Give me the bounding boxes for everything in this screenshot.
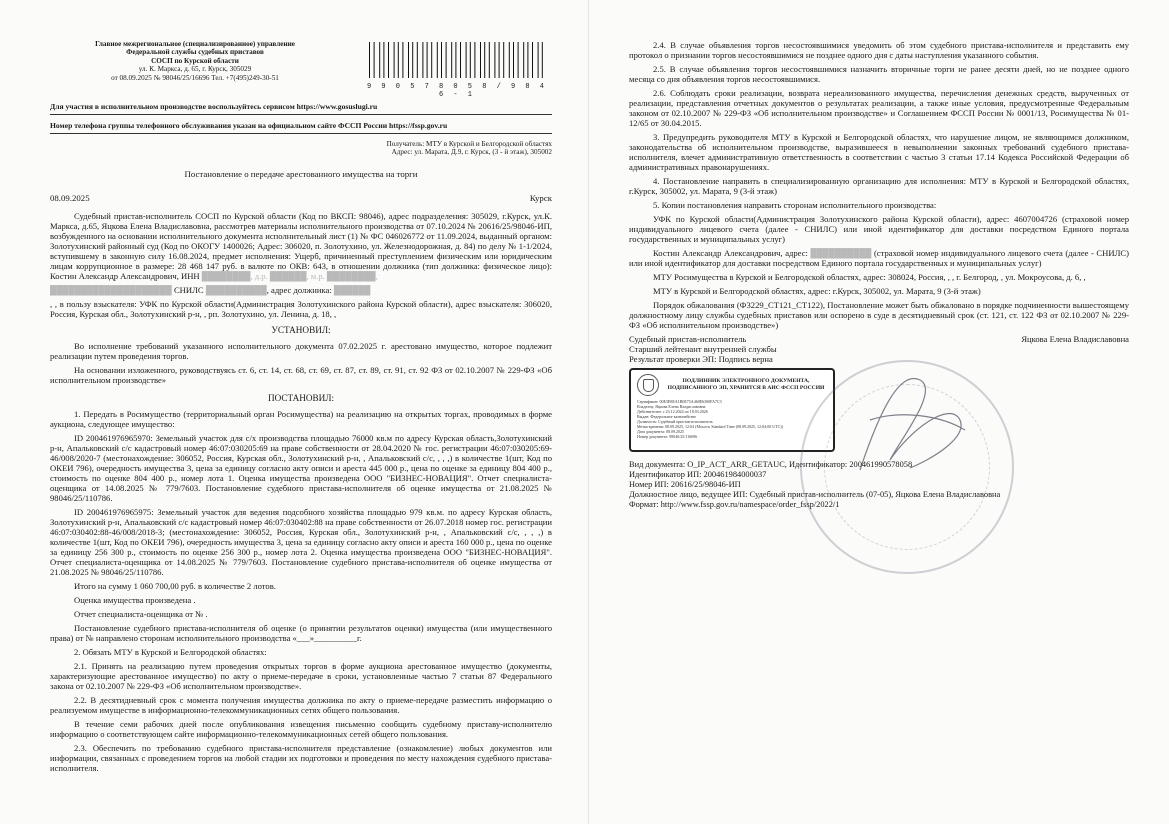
item-4: 4. Постановление направить в специализированную организацию для исполнения: МТУ в Курской и Белгородской областях, г.Курск, 305002, ул. Марата, 9 (3-й этаж) xyxy=(629,176,1129,196)
document-header xyxy=(50,40,552,99)
divider xyxy=(50,133,552,134)
report-line: Отчет специалиста-оценщика от № . xyxy=(74,608,208,619)
barcode-bar xyxy=(499,42,500,78)
legal-basis-paragraph: На основании изложенного, руководствуясь ст. 6, ст. 14, ст. 68, ст. 69, ст. 87, ст. 89, ст. 91, ст. 92 ФЗ от 02.10.2007 № 229-ФЗ «Об исполнительном производстве» xyxy=(50,364,552,385)
meta-format: Формат: http://www.fssp.gov.ru/namespace/order_fssp/2022/1 xyxy=(629,500,840,509)
meta-ip-id: Идентификатор ИП: 200461984000037 xyxy=(629,470,767,479)
barcode-bar xyxy=(489,42,490,78)
gosuslugi-note: Для участия в исполнительном производстве воспользуйтесь сервисом https://www.gosuslugi.ru xyxy=(50,102,378,111)
lot-2: ID 200461976965975: Земельный участок для ведения подсобного хозяйства площадью 979 кв.м. по адресу Курская область, Золотухинский р-н, Апальковский с/с кадастровый номер 46:07:030402:88 на праве собственности от 26.07.2018 номер гос. регистрации 46:07:030402:88-46/008/2018-3; (местонахождение: 306052, Россия, Курская обл., Золотухинский р-н, , Апальковский с/с, , , ,) в количестве 1(шт, Код по ОКЕИ 796), очередность имущества 3, цена за единицу согласно акту описи и ареста 160 000 р., цена по оценке за единицу 256 300 р., стоимость по оценке 256 300 р., номер лота 2. Оценка имущества произведена ООО "БИЗНЕС-НОВАЦИЯ". Отчет специалиста-оценщика от 14.08.2025 № 779/7603. Постановление судебного пристава-исполнителя об оценке имущества от 21.08.2025 № 98046/25/110786. xyxy=(50,506,552,577)
stamp-line: Метка времени: 08.09.2025, 12:04 (Moscow Standard Time (08.09.2025, 12:04:00 UTC)) xyxy=(637,424,783,429)
barcode-bar xyxy=(494,42,495,78)
copy-recipient-3: МТУ Росимущества в Курской и Белгородской областях, адрес: 308024, Россия, , , г. Белгород, , ул. Мокроусова, д. 6, , xyxy=(653,272,1086,282)
creditor-paragraph: , , в пользу взыскателя: УФК по Курской области(Администрация Золотухинского района Курской области), адрес взыскателя: 306020, Россия, Курская обл., Золотухинский р-н, , рп. Золотухино, ул. Ленина, д. 18, , xyxy=(50,298,552,319)
barcode-bar xyxy=(431,42,432,78)
debtor-address-label: , адрес должника: xyxy=(266,284,332,295)
phone-note: Номер телефона группы телефонного обслуживания указан на официальном сайте ФССП России https://fssp.gov.ru xyxy=(50,121,448,130)
barcode-bar xyxy=(527,42,528,78)
barcode-number: 9 9 0 5 7 8 0 5 8 / 9 8 4 6 - 1 xyxy=(366,83,548,99)
stamp-title: ПОДЛИННИК ЭЛЕКТРОННОГО ДОКУМЕНТА, ПОДПИСАННОГО ЭП, ХРАНИТСЯ В АИС ФССП РОССИИ xyxy=(667,378,825,391)
barcode-bar xyxy=(513,42,514,78)
date-city-line xyxy=(50,193,552,203)
copy-recipient-2-name: Костин Александр Александрович, адрес: xyxy=(653,248,808,258)
barcode-bar xyxy=(532,42,533,78)
barcode-bar xyxy=(441,42,442,78)
signature-block xyxy=(629,334,1129,364)
organization-block xyxy=(50,40,340,99)
recipient-block xyxy=(50,140,552,157)
electronic-signature-stamp xyxy=(629,368,835,452)
item-2-6: 2.6. Соблюдать сроки реализации, возврата нереализованного имущества, перечисления денежных средств, вырученных от реализации, представления отчетных документов о результатах реализации, а также иные условия, предусмотренные Федеральным законом от 02.10.2007 № 229-ФЗ «Об исполнительном производстве» и Соглашением ФССП России № 0001/13, Росимущества № 01-12/65 от 30.04.2015. xyxy=(629,88,1129,128)
barcode-bar xyxy=(466,42,467,78)
copy-recipient-4: МТУ в Курской и Белгородской областях, адрес: г.Курск, 305002, ул. Марата, 9 (3-й этаж) xyxy=(653,286,981,296)
barcode-bar xyxy=(542,42,543,78)
item-2-4: 2.4. В случае объявления торгов несостоявшимися уведомить об этом судебного пристава-исполнителя и представить ему протокол о признании торгов несостоявшимися не позднее одного дня с даты наступления указанного события. xyxy=(629,40,1129,60)
stamp-line: Владелец: Яцкова Елена Владиславовна xyxy=(637,404,706,409)
barcode-bar xyxy=(412,42,413,78)
valuation-decree-line: Постановление судебного пристава-исполнителя об оценке (о принятии результатов оценки) имущества (или имущественного права) от № направлено сторонам исполнительного производства «___»__________г. xyxy=(50,622,552,643)
item-2-2-continued: В течение семи рабочих дней после опубликования извещения письменно сообщить судебному приставу-исполнителю информацию о соответствующем сайте информационно-телекоммуникационных сетей общего пользования. xyxy=(50,718,552,739)
barcode-bar xyxy=(383,42,384,78)
copy-recipient-1: УФК по Курской области(Администрация Золотухинского района Курской области), адрес: 4607004726 (страховой номер индивидуального лицевого счета (далее - СНИЛС) или иной идентификатор для доставки посредством Единого портала государственных и муниципальных услуг) xyxy=(629,214,1129,244)
barcode-bar xyxy=(388,42,389,78)
stamp-details xyxy=(637,399,827,439)
redacted-text: ██████████ xyxy=(205,284,267,295)
barcode-bar xyxy=(451,42,452,78)
barcode-bar xyxy=(379,42,380,78)
redacted-text: ████████, д.р. ██████, м.р. ████████, xyxy=(201,270,378,281)
stamp-line: Должность: Судебный пристав-исполнитель xyxy=(637,419,713,424)
barcode-bar xyxy=(369,42,370,78)
barcode-bar xyxy=(374,42,375,78)
document-date: 08.09.2025 xyxy=(50,192,90,203)
meta-doc-type: Вид документа: O_IP_ACT_ARR_GETAUC, Идентификатор: 200461990578058 xyxy=(629,460,913,469)
barcode-bar xyxy=(474,42,475,78)
item-2-2: 2.2. В десятидневный срок с момента получения имущества должника по акту о приеме-передаче разместить информацию о реализуемом имуществе в информационно-телекоммуникационных сетях общего пользования. xyxy=(50,694,552,715)
item-2-1: 2.1. Принять на реализацию путем проведения открытых торгов в форме аукциона арестованное имущество (документы, характеризующие арестованное имущество) по акту о приеме-передаче в сроки, установленные частью 7 статьи 87 Федерального закона от 02.10.2007 № 229-ФЗ «Об исполнительном производстве». xyxy=(50,660,552,691)
stamp-line: Выдан: Федеральное казначейство xyxy=(637,414,697,419)
barcode-bar xyxy=(484,42,485,78)
item-2: 2. Обязать МТУ в Курской и Белгородской областях: xyxy=(74,646,267,657)
barcode-bar xyxy=(470,42,471,78)
barcode-bar xyxy=(503,42,504,78)
barcode-bar xyxy=(427,42,428,78)
signer-rank: Старший лейтенант внутренней службы xyxy=(629,344,777,354)
stamp-line: Номер документа: 98046/25/116696 xyxy=(637,434,698,439)
heading-postanovil: ПОСТАНОВИЛ: xyxy=(267,392,335,403)
org-line-1: Главное межрегиональное (специализированное) управление xyxy=(95,40,295,48)
barcode-bar xyxy=(455,42,456,78)
redacted-text: ████████████████████ xyxy=(50,284,172,295)
barcode-bar xyxy=(538,42,539,78)
barcode-bar xyxy=(446,42,447,78)
barcode-bar xyxy=(518,42,519,78)
document-city: Курск xyxy=(529,192,552,203)
item-2-5: 2.5. В случае объявления торгов несостоявшимися назначить вторичные торги не ранее десяти дней, но не позднее одного месяца со дня объявления торгов несостоявшимися. xyxy=(629,64,1129,84)
barcode-bar xyxy=(523,42,524,78)
barcode-bar xyxy=(437,42,438,78)
valuation-line: Оценка имущества произведена . xyxy=(74,594,196,605)
intro-continued xyxy=(50,285,552,295)
stamp-line: Сертификат: 00E3E8EA1B0E75A460E6300FA7C3 xyxy=(637,399,722,404)
recipient-line-1: Получатель: МТУ в Курской и Белгородской областях xyxy=(386,140,552,148)
redacted-text: ██████ xyxy=(333,284,371,295)
intro-paragraph xyxy=(50,211,552,281)
barcode-bar xyxy=(394,42,395,78)
appeal-paragraph: Порядок обжалования (Ф3229_СТ121_СТ122), Постановление может быть обжаловано в порядке подчиненности вышестоящему должностному лицу службы судебных приставов или оспорено в суде в десятидневный срок (ст. 121, ст. 122 ФЗ от 02.10.2007 № 229-ФЗ «Об исполнительном производстве») xyxy=(629,300,1129,330)
coat-of-arms-icon xyxy=(637,374,659,396)
item-3: 3. Предупредить руководителя МТУ в Курской и Белгородской областях, что нарушение лицом, не являющимся должником, законодательства об исполнительном производстве, выразившееся в невыполнении законных требований судебного пристава-исполнителя, влечет административную ответственность в соответствии с частью 3 статьи 17.14 Кодекса Российской Федерации об административных правонарушениях. xyxy=(629,132,1129,172)
divider xyxy=(50,114,552,115)
meta-ip-number: Номер ИП: 20616/25/98046-ИП xyxy=(629,480,741,489)
redacted-text: ██████████ xyxy=(810,248,872,258)
org-line-4: ул. К. Маркса, д. 65, г. Курск, 305029 xyxy=(138,65,252,74)
barcode-bar xyxy=(408,42,409,78)
snils-label: СНИЛС xyxy=(173,284,204,295)
barcode-bar xyxy=(480,42,481,78)
ustanovil-paragraph: Во исполнение требований указанного исполнительного документа 07.02.2025 г. арестовано имущество, которое подлежит реализации путем проведения торгов. xyxy=(50,340,552,361)
heading-ustanovil: УСТАНОВИЛ: xyxy=(271,324,331,335)
signer-role: Судебный пристав-исполнитель xyxy=(629,334,747,344)
signature-check-result: Результат проверки ЭП: Подпись верна xyxy=(629,354,773,364)
org-line-2: Федеральной службы судебных приставов xyxy=(126,48,264,57)
item-1: 1. Передать в Росимущество (территориальный орган Росимущества) на реализацию на открытых торгах, проводимых в форме аукциона, следующее имущество: xyxy=(50,408,552,429)
barcode xyxy=(362,40,552,99)
barcode-bar xyxy=(398,42,399,78)
total-line: Итого на сумму 1 060 700,00 руб. в количестве 2 лотов. xyxy=(74,580,276,591)
org-line-3: СОСП по Курской области xyxy=(151,56,239,65)
signer-name: Яцкова Елена Владиславовна xyxy=(1021,334,1129,344)
item-5: 5. Копии постановления направить сторонам исполнительного производства: xyxy=(653,200,937,210)
recipient-line-2: Адрес: ул. Марата, Д.9, г. Курск, (3 - й этаж), 305002 xyxy=(391,148,552,157)
document-title: Постановление о передаче арестованного имущества на торги xyxy=(184,168,418,179)
barcode-icon xyxy=(367,42,547,78)
meta-official: Должностное лицо, ведущее ИП: Судебный пристав-исполнитель (07-05), Яцкова Елена Владиславовна xyxy=(629,490,1001,499)
document-metadata xyxy=(629,460,1129,510)
item-2-3: 2.3. Обеспечить по требованию судебного пристава-исполнителя представление (ознакомление) любых документов или информации, связанных с проведением торгов на любой стадии их подготовки и проведения по месту нахождения судебного пристава-исполнителя. xyxy=(50,742,552,773)
stamp-line: Действителен: с 23.12.2024 по 18.03.2026 xyxy=(637,409,708,414)
barcode-bar xyxy=(402,42,403,78)
barcode-bar xyxy=(509,42,510,78)
stamp-line: Дата документа: 08.09.2025 xyxy=(637,429,684,434)
lot-1: ID 200461976965970: Земельный участок для с/х производства площадью 76000 кв.м по адресу Курская область,Золотухинский р-н, Апальковский с/с кадастровый номер 46:07:030205:69 на праве собственности от 28.04.2020 № гос. регистрации 46:07:030205:69-46/008/2020-7 (местонахождение: 306052, Россия, Курская обл., Золотухинский р-н, , Апальковский с/с, , , ,) в количестве 1(шт, Код по ОКЕИ 796), очередность имущества 3, цена за единицу согласно акту описи и ареста 445 000 р., цена по оценке за единицу 804 400 р., стоимость по оценке 804 400 р., номер лота 1. Оценка имущества произведена ООО "БИЗНЕС-НОВАЦИЯ". Отчет специалиста-оценщика от 14.08.2025 № 779/7603. Постановление судебного пристава-исполнителя об оценке имущества от 21.08.2025 № 98046/25/110786. xyxy=(50,432,552,503)
barcode-bar xyxy=(460,42,461,78)
barcode-bar xyxy=(422,42,423,78)
barcode-bar xyxy=(417,42,418,78)
org-line-5: от 08.09.2025 № 98046/25/16696 Тел. +7(495)249-30-51 xyxy=(111,73,279,82)
copy-recipient-2 xyxy=(629,248,1129,268)
intro-text: Судебный пристав-исполнитель СОСП по Курской области (Код по ВКСП: 98046), адрес подразделения: 305029, г.Курск, ул.К. Маркса, д.65, Яцкова Елена Владиславовна, рассмотрев материалы исполнительного производства от 07.10.2024 № 20616/25/98046-ИП, возбужденного на основании исполнительного документа исполнительный лист (1) № ФС 046026772 от 11.09.2024, выданный органом: Золотухинский районный суд (Код по ОКОГУ 1400026; Адрес: 306020, п. Золотухино, ул. Железнодорожная, д. 84) по делу № 1-1/2024, вступившему в законную силу 16.08.2024, предмет исполнения: Ущерб, причиненный преступлением физическим или юридическим лицам коррупционное в размере: 28 468 147 руб. в валюте по ОКВ: 643, в отношении должника (тип должника: физическое лицо): Костин Александр Александрович, ИНН xyxy=(50,210,552,281)
document-page-2 xyxy=(588,0,1169,824)
copy-recipient-2-note: (страховой номер индивидуального лицевого счета (далее - СНИЛС) или иной идентификатор для доставки посредством Единого портала государственных и муниципальных услуг) xyxy=(629,248,1129,268)
